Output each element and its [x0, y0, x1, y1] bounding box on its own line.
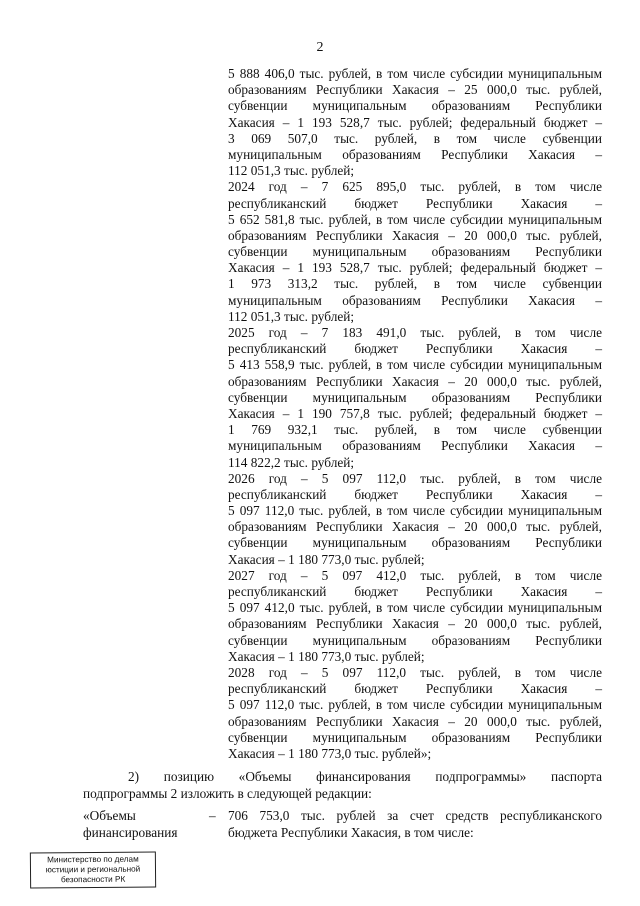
financing-text-line-1: 706 753,0 тыс. рублей за счет средств республиканского: [228, 808, 602, 823]
funding-line: образованиям Республики Хакасия – 25 000,0 тыс. рублей,: [228, 82, 602, 98]
financing-label: [83, 808, 203, 841]
funding-line: 2027 год – 5 097 412,0 тыс. рублей, в том числе: [228, 567, 602, 583]
funding-line: субвенции муниципальным образованиям Республики: [228, 632, 602, 648]
funding-line: 114 822,2 тыс. рублей;: [228, 454, 355, 470]
page-number: 2: [316, 40, 324, 55]
funding-text-block: [228, 66, 602, 762]
funding-line: образованиям Республики Хакасия – 20 000,0 тыс. рублей,: [228, 519, 602, 535]
funding-line: 5 097 112,0 тыс. рублей, в том числе субсидии муниципальным: [228, 697, 602, 713]
financing-label-line-2: финансирования: [83, 824, 178, 840]
funding-line: субвенции муниципальным образованиям Республики: [228, 389, 602, 405]
funding-line: субвенции муниципальным образованиям Республики: [228, 98, 602, 114]
funding-line: муниципальным образованиям Республики Хакасия –: [228, 146, 602, 162]
funding-line: Хакасия – 1 180 773,0 тыс. рублей;: [228, 551, 425, 567]
stamp-line-1: Министерство по делам: [47, 854, 139, 865]
item-2-line-2: подпрограммы 2 изложить в следующей редакции:: [83, 785, 372, 801]
funding-line: образованиям Республики Хакасия – 20 000,0 тыс. рублей,: [228, 373, 602, 389]
item-2-paragraph: [83, 769, 602, 802]
item-2-line-1: 2) позицию «Объемы финансирования подпрограммы» паспорта: [128, 769, 602, 784]
funding-line: 2026 год – 5 097 112,0 тыс. рублей, в том числе: [228, 470, 602, 486]
funding-line: муниципальным образованиям Республики Хакасия –: [228, 292, 602, 308]
funding-line: Хакасия – 1 190 757,8 тыс. рублей; федеральный бюджет –: [228, 405, 602, 421]
funding-line: 112 051,3 тыс. рублей;: [228, 163, 355, 179]
funding-line: 5 413 558,9 тыс. рублей, в том числе субсидии муниципальным: [228, 357, 602, 373]
stamp-line-2: юстиции и региональной: [45, 864, 141, 875]
funding-line: 5 097 412,0 тыс. рублей, в том числе субсидии муниципальным: [228, 600, 602, 616]
funding-line: Хакасия – 1 180 773,0 тыс. рублей;: [228, 648, 425, 664]
funding-line: Хакасия – 1 180 773,0 тыс. рублей»;: [228, 745, 432, 761]
financing-label-line-1: «Объемы: [83, 808, 136, 823]
funding-line: субвенции муниципальным образованиям Республики: [228, 244, 602, 260]
funding-line: Хакасия – 1 193 528,7 тыс. рублей; федеральный бюджет –: [228, 260, 602, 276]
financing-text-line-2: бюджета Республики Хакасия, в том числе:: [228, 824, 474, 840]
funding-line: образованиям Республики Хакасия – 20 000,0 тыс. рублей,: [228, 616, 602, 632]
funding-line: республиканский бюджет Республики Хакасия –: [228, 584, 602, 599]
funding-line: 5 097 112,0 тыс. рублей, в том числе субсидии муниципальным: [228, 503, 602, 519]
financing-dash: –: [209, 808, 216, 823]
funding-line: 112 051,3 тыс. рублей;: [228, 308, 355, 324]
funding-line: республиканский бюджет Республики Хакасия –: [228, 681, 602, 697]
funding-line: муниципальным образованиям Республики Хакасия –: [228, 438, 602, 454]
funding-line: субвенции муниципальным образованиям Республики: [228, 535, 602, 551]
funding-line: Хакасия – 1 193 528,7 тыс. рублей; федеральный бюджет –: [228, 114, 602, 130]
funding-line: республиканский бюджет Республики Хакасия –: [228, 195, 602, 211]
stamp-line-3: безопасности РК: [60, 874, 126, 885]
funding-line: субвенции муниципальным образованиям Республики: [228, 729, 602, 745]
funding-line: образованиям Республики Хакасия – 20 000,0 тыс. рублей,: [228, 227, 602, 243]
funding-line: 5 888 406,0 тыс. рублей, в том числе субсидии муниципальным: [228, 66, 602, 81]
financing-text: [228, 808, 602, 841]
funding-line: 2025 год – 7 183 491,0 тыс. рублей, в том числе: [228, 325, 602, 340]
funding-line: 1 769 932,1 тыс. рублей, в том числе субвенции: [228, 422, 602, 438]
funding-line: образованиям Республики Хакасия – 20 000,0 тыс. рублей,: [228, 713, 602, 729]
funding-line: 5 652 581,8 тыс. рублей, в том числе субсидии муниципальным: [228, 211, 602, 227]
funding-line: республиканский бюджет Республики Хакасия –: [228, 341, 602, 357]
funding-line: 1 973 313,2 тыс. рублей, в том числе субвенции: [228, 276, 602, 292]
funding-line: 2024 год – 7 625 895,0 тыс. рублей, в том числе: [228, 179, 602, 195]
funding-line: республиканский бюджет Республики Хакасия –: [228, 486, 602, 502]
ministry-stamp: [30, 851, 156, 888]
funding-line: 3 069 507,0 тыс. рублей, в том числе субвенции: [228, 130, 602, 146]
funding-line: 2028 год – 5 097 112,0 тыс. рублей, в том числе: [228, 664, 602, 680]
